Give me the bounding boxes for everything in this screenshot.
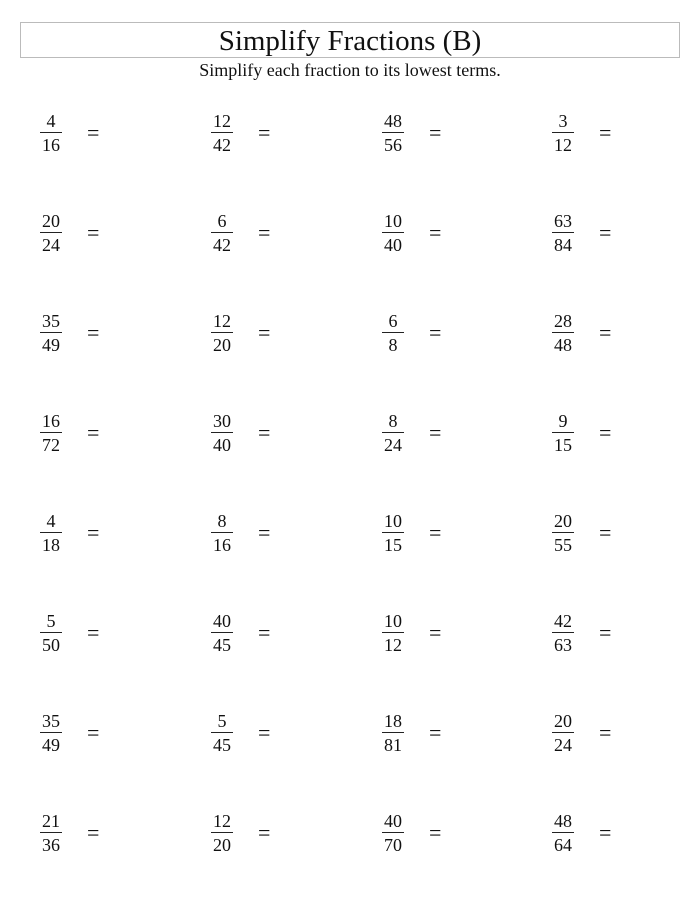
title-box: [20, 22, 680, 58]
numerator: 18: [384, 711, 402, 731]
equals-sign: =: [258, 420, 271, 445]
equals-sign: =: [599, 420, 612, 445]
denominator: 24: [554, 735, 572, 755]
equals-sign: =: [87, 720, 100, 745]
fraction-bar: [40, 332, 62, 333]
fraction: [202, 111, 242, 155]
denominator: 55: [554, 535, 572, 555]
fraction-bar: [382, 532, 404, 533]
numerator: 48: [554, 811, 572, 831]
equals-sign: =: [87, 820, 100, 845]
numerator: 8: [217, 511, 227, 531]
fraction-bar: [552, 332, 574, 333]
denominator: 12: [554, 135, 572, 155]
fraction: [202, 311, 242, 355]
fraction: [202, 611, 242, 655]
fraction-bar: [40, 132, 62, 133]
denominator: 16: [42, 135, 60, 155]
denominator: 70: [384, 835, 402, 855]
fraction-bar: [40, 632, 62, 633]
numerator: 8: [388, 411, 398, 431]
numerator: 20: [554, 511, 572, 531]
fraction-bar: [211, 832, 233, 833]
denominator: 56: [384, 135, 402, 155]
denominator: 16: [213, 535, 231, 555]
denominator: 45: [213, 635, 231, 655]
denominator: 12: [384, 635, 402, 655]
equals-sign: =: [429, 320, 442, 345]
numerator: 12: [213, 311, 231, 331]
equals-sign: =: [87, 320, 100, 345]
fraction: [543, 811, 583, 855]
fraction: [202, 411, 242, 455]
fraction: [373, 511, 413, 555]
equals-sign: =: [258, 220, 271, 245]
fraction: [543, 111, 583, 155]
fraction: [31, 211, 71, 255]
numerator: 4: [46, 111, 56, 131]
equals-sign: =: [258, 520, 271, 545]
numerator: 48: [384, 111, 402, 131]
fraction-bar: [382, 132, 404, 133]
fraction: [31, 111, 71, 155]
equals-sign: =: [87, 520, 100, 545]
denominator: 49: [42, 735, 60, 755]
equals-sign: =: [429, 820, 442, 845]
equals-sign: =: [429, 120, 442, 145]
denominator: 20: [213, 335, 231, 355]
numerator: 6: [388, 311, 398, 331]
fraction: [31, 711, 71, 755]
denominator: 24: [42, 235, 60, 255]
denominator: 72: [42, 435, 60, 455]
numerator: 28: [554, 311, 572, 331]
equals-sign: =: [258, 620, 271, 645]
equals-sign: =: [429, 720, 442, 745]
numerator: 21: [42, 811, 60, 831]
instructions: Simplify each fraction to its lowest terms.: [199, 60, 501, 80]
numerator: 12: [213, 111, 231, 131]
fraction-bar: [382, 332, 404, 333]
fraction: [543, 611, 583, 655]
equals-sign: =: [599, 120, 612, 145]
fraction-bar: [40, 232, 62, 233]
denominator: 81: [384, 735, 402, 755]
denominator: 49: [42, 335, 60, 355]
denominator: 40: [213, 435, 231, 455]
numerator: 42: [554, 611, 572, 631]
fraction-bar: [552, 532, 574, 533]
fraction: [543, 211, 583, 255]
numerator: 6: [217, 211, 227, 231]
numerator: 35: [42, 311, 60, 331]
numerator: 3: [558, 111, 568, 131]
equals-sign: =: [429, 420, 442, 445]
equals-sign: =: [87, 220, 100, 245]
equals-sign: =: [599, 620, 612, 645]
equals-sign: =: [599, 720, 612, 745]
numerator: 63: [554, 211, 572, 231]
equals-sign: =: [599, 320, 612, 345]
equals-sign: =: [599, 820, 612, 845]
fraction-bar: [552, 832, 574, 833]
numerator: 20: [554, 711, 572, 731]
equals-sign: =: [599, 220, 612, 245]
fraction: [31, 411, 71, 455]
fraction-bar: [211, 332, 233, 333]
numerator: 10: [384, 611, 402, 631]
fraction: [202, 211, 242, 255]
fraction-bar: [552, 232, 574, 233]
denominator: 84: [554, 235, 572, 255]
fraction: [31, 811, 71, 855]
fraction-bar: [382, 232, 404, 233]
page-title: Simplify Fractions (B): [218, 25, 482, 57]
fraction: [373, 111, 413, 155]
equals-sign: =: [258, 320, 271, 345]
fraction-bar: [211, 432, 233, 433]
fraction-bar: [40, 532, 62, 533]
numerator: 30: [213, 411, 231, 431]
fraction-bar: [382, 732, 404, 733]
denominator: 15: [554, 435, 572, 455]
denominator: 48: [554, 335, 572, 355]
equals-sign: =: [87, 620, 100, 645]
fraction: [202, 511, 242, 555]
fraction: [543, 511, 583, 555]
denominator: 15: [384, 535, 402, 555]
fraction-bar: [552, 732, 574, 733]
equals-sign: =: [87, 120, 100, 145]
denominator: 45: [213, 735, 231, 755]
numerator: 10: [384, 511, 402, 531]
equals-sign: =: [258, 120, 271, 145]
fraction: [202, 811, 242, 855]
fraction: [31, 511, 71, 555]
numerator: 40: [213, 611, 231, 631]
denominator: 64: [554, 835, 572, 855]
numerator: 5: [46, 611, 56, 631]
fraction: [373, 211, 413, 255]
denominator: 42: [213, 235, 231, 255]
denominator: 50: [42, 635, 60, 655]
fraction-bar: [382, 832, 404, 833]
numerator: 10: [384, 211, 402, 231]
fraction-bar: [40, 732, 62, 733]
fraction-bar: [211, 132, 233, 133]
equals-sign: =: [258, 820, 271, 845]
denominator: 18: [42, 535, 60, 555]
fraction: [373, 811, 413, 855]
numerator: 9: [558, 411, 568, 431]
fraction: [543, 311, 583, 355]
fraction-bar: [552, 132, 574, 133]
denominator: 42: [213, 135, 231, 155]
denominator: 63: [554, 635, 572, 655]
denominator: 36: [42, 835, 60, 855]
numerator: 40: [384, 811, 402, 831]
fraction-bar: [211, 232, 233, 233]
equals-sign: =: [258, 720, 271, 745]
denominator: 40: [384, 235, 402, 255]
denominator: 24: [384, 435, 402, 455]
fraction: [543, 411, 583, 455]
numerator: 35: [42, 711, 60, 731]
fraction: [373, 711, 413, 755]
denominator: 20: [213, 835, 231, 855]
fraction: [202, 711, 242, 755]
fraction-bar: [40, 432, 62, 433]
numerator: 20: [42, 211, 60, 231]
numerator: 12: [213, 811, 231, 831]
fraction-bar: [211, 732, 233, 733]
fraction-bar: [552, 432, 574, 433]
equals-sign: =: [429, 520, 442, 545]
equals-sign: =: [87, 420, 100, 445]
fraction-bar: [382, 432, 404, 433]
fraction-bar: [211, 632, 233, 633]
fraction: [31, 311, 71, 355]
denominator: 8: [388, 335, 398, 355]
fraction-bar: [382, 632, 404, 633]
numerator: 16: [42, 411, 60, 431]
fraction-bar: [552, 632, 574, 633]
fraction-bar: [211, 532, 233, 533]
fraction: [31, 611, 71, 655]
fraction: [373, 311, 413, 355]
equals-sign: =: [599, 520, 612, 545]
fraction-bar: [40, 832, 62, 833]
equals-sign: =: [429, 620, 442, 645]
fraction: [373, 611, 413, 655]
fraction: [543, 711, 583, 755]
equals-sign: =: [429, 220, 442, 245]
numerator: 5: [217, 711, 227, 731]
numerator: 4: [46, 511, 56, 531]
fraction: [373, 411, 413, 455]
